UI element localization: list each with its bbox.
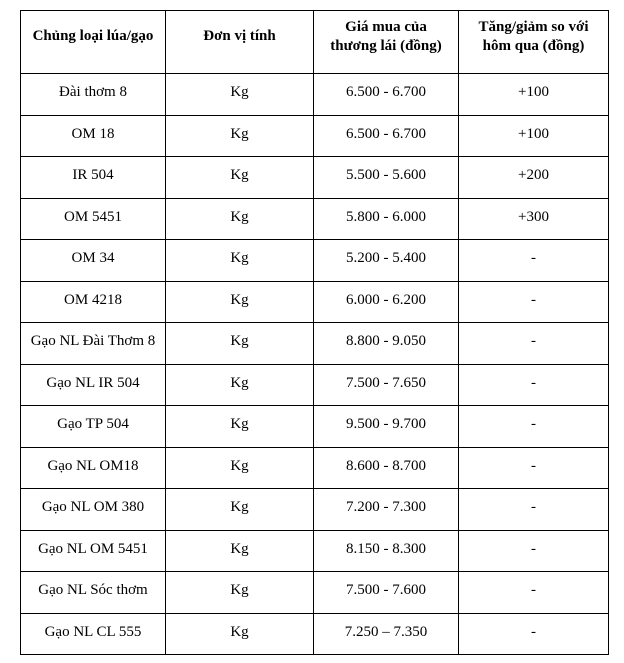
unit-cell: Kg bbox=[166, 74, 314, 116]
unit-cell: Kg bbox=[166, 364, 314, 406]
price-range-cell: 5.800 - 6.000 bbox=[314, 198, 459, 240]
rice-type-cell: Gạo NL OM 5451 bbox=[21, 530, 166, 572]
unit-cell: Kg bbox=[166, 613, 314, 655]
change-cell: +100 bbox=[459, 115, 609, 157]
table-row bbox=[21, 281, 609, 323]
rice-type-cell: Gạo NL Sóc thơm bbox=[21, 572, 166, 614]
table-row bbox=[21, 364, 609, 406]
change-cell: - bbox=[459, 323, 609, 365]
price-range-cell: 7.250 – 7.350 bbox=[314, 613, 459, 655]
rice-type-cell: Gạo NL OM18 bbox=[21, 447, 166, 489]
unit-cell: Kg bbox=[166, 281, 314, 323]
change-cell: - bbox=[459, 281, 609, 323]
rice-type-cell: OM 4218 bbox=[21, 281, 166, 323]
rice-type-cell: Gạo TP 504 bbox=[21, 406, 166, 448]
price-range-cell: 6.500 - 6.700 bbox=[314, 74, 459, 116]
price-range-cell: 6.000 - 6.200 bbox=[314, 281, 459, 323]
price-range-cell: 7.200 - 7.300 bbox=[314, 489, 459, 531]
change-cell: - bbox=[459, 489, 609, 531]
unit-cell: Kg bbox=[166, 115, 314, 157]
table-row bbox=[21, 447, 609, 489]
unit-cell: Kg bbox=[166, 157, 314, 199]
unit-cell: Kg bbox=[166, 489, 314, 531]
table-row bbox=[21, 240, 609, 282]
header-row bbox=[21, 11, 609, 74]
table-row bbox=[21, 489, 609, 531]
price-range-cell: 6.500 - 6.700 bbox=[314, 115, 459, 157]
unit-cell: Kg bbox=[166, 323, 314, 365]
change-cell: +200 bbox=[459, 157, 609, 199]
price-range-cell: 9.500 - 9.700 bbox=[314, 406, 459, 448]
price-range-cell: 7.500 - 7.600 bbox=[314, 572, 459, 614]
rice-type-cell: OM 5451 bbox=[21, 198, 166, 240]
header-change: Tăng/giảm so với hôm qua (đồng) bbox=[459, 11, 609, 74]
table-row bbox=[21, 572, 609, 614]
rice-type-cell: OM 34 bbox=[21, 240, 166, 282]
change-cell: - bbox=[459, 572, 609, 614]
rice-type-cell: Gạo NL CL 555 bbox=[21, 613, 166, 655]
price-range-cell: 5.200 - 5.400 bbox=[314, 240, 459, 282]
change-cell: - bbox=[459, 447, 609, 489]
price-range-cell: 7.500 - 7.650 bbox=[314, 364, 459, 406]
table-row bbox=[21, 406, 609, 448]
unit-cell: Kg bbox=[166, 240, 314, 282]
unit-cell: Kg bbox=[166, 530, 314, 572]
table-row bbox=[21, 530, 609, 572]
rice-type-cell: IR 504 bbox=[21, 157, 166, 199]
rice-type-cell: Gạo NL IR 504 bbox=[21, 364, 166, 406]
price-range-cell: 8.150 - 8.300 bbox=[314, 530, 459, 572]
header-unit: Đơn vị tính bbox=[166, 11, 314, 74]
change-cell: +300 bbox=[459, 198, 609, 240]
price-range-cell: 8.600 - 8.700 bbox=[314, 447, 459, 489]
price-range-cell: 5.500 - 5.600 bbox=[314, 157, 459, 199]
rice-type-cell: OM 18 bbox=[21, 115, 166, 157]
rice-type-cell: Gạo NL Đài Thơm 8 bbox=[21, 323, 166, 365]
rice-type-cell: Đài thơm 8 bbox=[21, 74, 166, 116]
unit-cell: Kg bbox=[166, 572, 314, 614]
table-row bbox=[21, 157, 609, 199]
table-row bbox=[21, 323, 609, 365]
unit-cell: Kg bbox=[166, 447, 314, 489]
change-cell: - bbox=[459, 240, 609, 282]
rice-type-cell: Gạo NL OM 380 bbox=[21, 489, 166, 531]
rice-price-table bbox=[20, 10, 609, 655]
change-cell: - bbox=[459, 613, 609, 655]
unit-cell: Kg bbox=[166, 198, 314, 240]
change-cell: +100 bbox=[459, 74, 609, 116]
unit-cell: Kg bbox=[166, 406, 314, 448]
change-cell: - bbox=[459, 364, 609, 406]
header-price: Giá mua của thương lái (đồng) bbox=[314, 11, 459, 74]
table-row bbox=[21, 74, 609, 116]
header-rice-type: Chủng loại lúa/gạo bbox=[21, 11, 166, 74]
table-row bbox=[21, 613, 609, 655]
change-cell: - bbox=[459, 530, 609, 572]
table-row bbox=[21, 115, 609, 157]
change-cell: - bbox=[459, 406, 609, 448]
table-row bbox=[21, 198, 609, 240]
price-range-cell: 8.800 - 9.050 bbox=[314, 323, 459, 365]
